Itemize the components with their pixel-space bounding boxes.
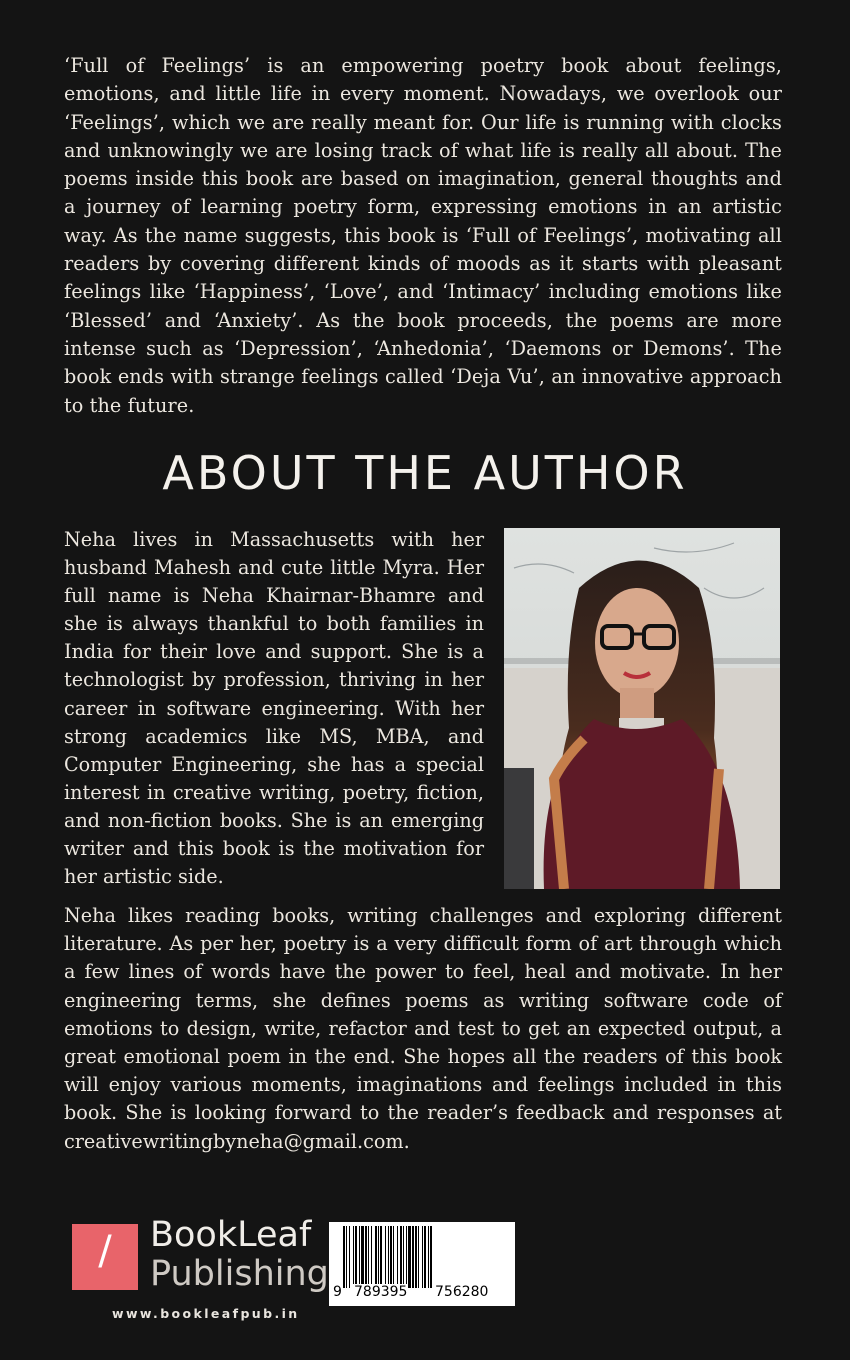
- about-author-heading: ABOUT THE AUTHOR: [162, 446, 688, 500]
- barcode-bar: [371, 1226, 372, 1288]
- author-bio-part2: Neha likes reading books, writing challenges and exploring different literature. As per her, poetry is a very difficult form of art through which a few lines of words have the power to feel, heal and motivate. In her engineering terms, she defines poems as writing software code of emotions to design, write, refactor and test to get an expected output, a great emotional poem in the end. She hopes all the readers of this book will enjoy various moments, imaginations and feelings included in this book. She is looking forward to the reader’s feedback and responses at creativewritingbyneha@gmail.com.: [64, 904, 782, 1153]
- barcode-bar: [349, 1226, 350, 1288]
- barcode-bar: [385, 1226, 386, 1288]
- barcode-bar: [393, 1226, 394, 1288]
- book-blurb: ‘Full of Feelings’ is an empowering poetry book about feelings, emotions, and little life in every moment. Nowadays, we overlook our ‘Feelings’, which we are really meant for. Our life is running with clocks and unknowingly we are losing track of what life is really all about. The poems inside this book are based on imagination, general thoughts and a journey of learning poetry form, expressing emotions in an artistic way. As the name suggests, this book is ‘Full of Feelings’, motivating all readers by covering different kinds of moods as it starts with pleasant feelings like ‘Happiness’, ‘Love’, and ‘Intimacy’ including emotions like ‘Blessed’ and ‘Anxiety’. As the book proceeds, the poems are more intense such as ‘Depression’, ‘Anhedonia’, ‘Daemons or Demons’. The book ends with strange feelings called ‘Deja Vu’, an innovative approach to the future.: [64, 54, 782, 417]
- barcode-bar: [397, 1226, 398, 1288]
- barcode-bar: [390, 1226, 392, 1288]
- barcode-bar: [406, 1226, 407, 1288]
- barcode-bar: [380, 1226, 382, 1288]
- isbn-group1: 789395: [354, 1284, 408, 1300]
- author-bio-part1: Neha lives in Massachusetts with her husband Mahesh and cute little Myra. Her full name is Neha Khairnar-Bhamre and she is always thankful to both families in India for their love and support. She is a technologist by profession, thriving in her career in software engineering. With her strong academics like MS, MBA, and Computer Engineering, she has a special interest in creative writing, poetry, fiction, and non-fiction books. She is an emerging writer and this book is the motivation for her artistic side.: [64, 528, 484, 889]
- publisher-website[interactable]: www.bookleafpub.in: [112, 1306, 300, 1321]
- publisher-name-line2: Publishing: [150, 1254, 329, 1294]
- barcode-bar: [368, 1226, 369, 1288]
- barcode-bar: [403, 1226, 404, 1288]
- barcode-bar: [424, 1226, 426, 1288]
- isbn-lead-digit: 9: [333, 1284, 342, 1300]
- barcode-bar: [378, 1226, 379, 1288]
- publisher-logo: [72, 1224, 138, 1290]
- barcode-bar: [412, 1226, 414, 1288]
- barcode-bar: [418, 1226, 419, 1288]
- barcode-bar: [359, 1226, 360, 1288]
- publisher-name: [150, 1216, 329, 1294]
- barcode-bar: [415, 1226, 417, 1288]
- isbn-group2: 756280: [435, 1284, 489, 1300]
- isbn-barcode: [329, 1222, 515, 1306]
- barcode-bar: [365, 1226, 367, 1288]
- barcode-bar: [353, 1226, 354, 1288]
- barcode-bar: [355, 1226, 357, 1288]
- barcode-bar: [343, 1226, 345, 1288]
- barcode-bar: [400, 1226, 402, 1288]
- barcode-bar: [375, 1226, 377, 1288]
- barcode-bar: [428, 1226, 429, 1288]
- barcode-bar: [422, 1226, 423, 1288]
- publisher-name-line1: BookLeaf: [150, 1215, 312, 1255]
- barcode-bar: [408, 1226, 411, 1288]
- barcode-bar: [346, 1226, 347, 1288]
- logo-slash-glyph: /: [98, 1228, 112, 1274]
- barcode-bar: [361, 1226, 364, 1288]
- barcode-bar: [430, 1226, 432, 1288]
- isbn-number: [329, 1284, 515, 1304]
- author-photo: [504, 528, 780, 889]
- barcode-bar: [388, 1226, 389, 1288]
